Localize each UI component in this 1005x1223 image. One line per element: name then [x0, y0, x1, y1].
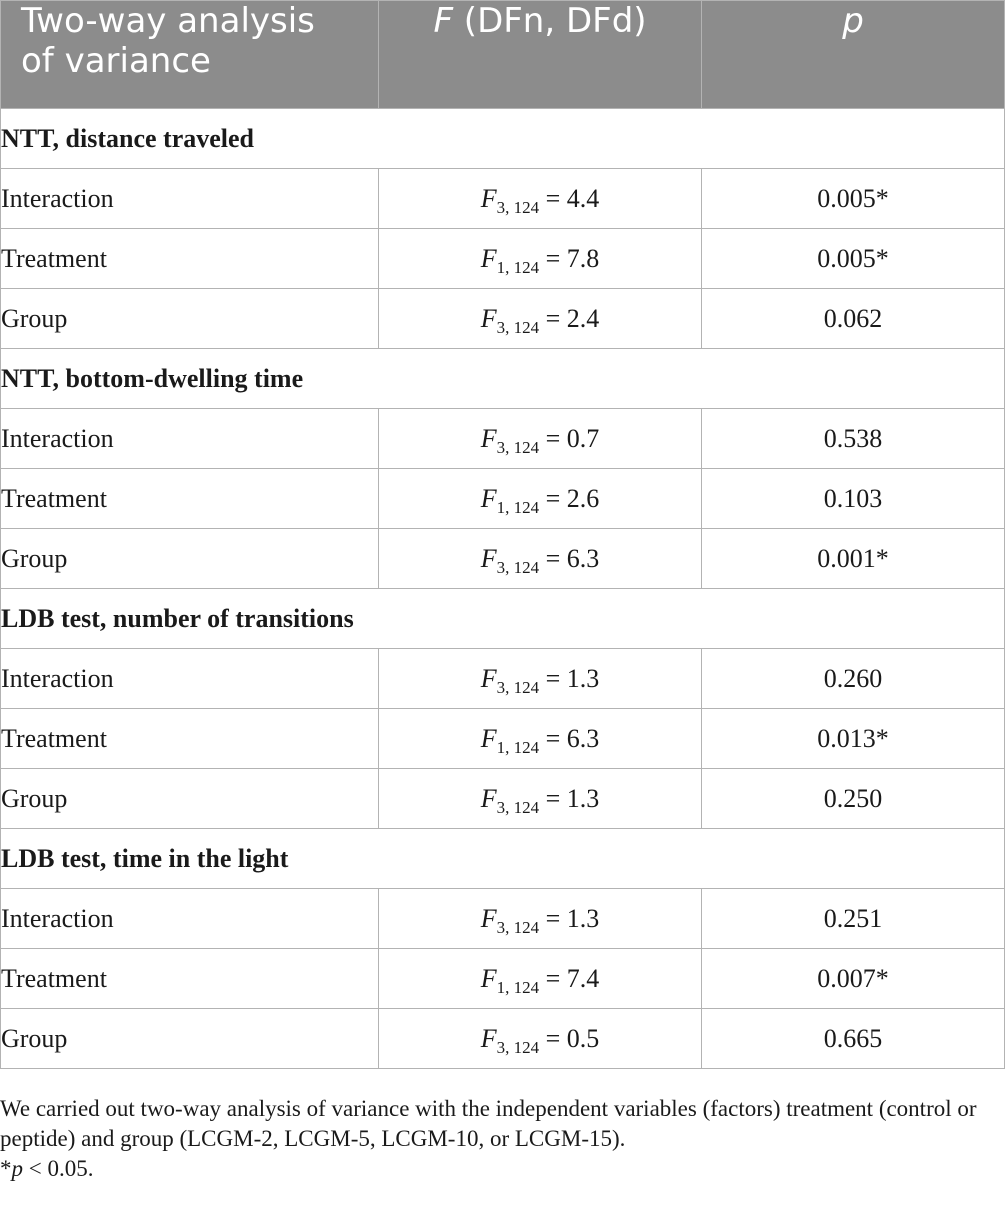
- section-row: [1, 829, 1005, 889]
- f-statistic: [379, 709, 702, 769]
- f-value: = 6.3: [539, 723, 600, 753]
- section-row: [1, 109, 1005, 169]
- table-row: [1, 409, 1005, 469]
- section-title: NTT, distance traveled: [1, 109, 1005, 169]
- f-symbol: F: [480, 663, 497, 693]
- p-value: 0.538: [702, 409, 1005, 469]
- f-symbol: F: [480, 723, 497, 753]
- table-row: [1, 169, 1005, 229]
- table-row: [1, 709, 1005, 769]
- f-symbol: F: [480, 483, 497, 513]
- table-row: [1, 769, 1005, 829]
- f-symbol: F: [480, 903, 497, 933]
- header-p-value: p: [702, 1, 1005, 109]
- row-label: Group: [1, 289, 379, 349]
- f-value: = 7.4: [539, 963, 600, 993]
- p-value: 0.005*: [702, 229, 1005, 289]
- degrees-of-freedom: 1, 124: [496, 737, 540, 757]
- p-value: 0.260: [702, 649, 1005, 709]
- table-row: [1, 469, 1005, 529]
- degrees-of-freedom: 3, 124: [496, 437, 540, 457]
- p-value: 0.013*: [702, 709, 1005, 769]
- footnote-text: We carried out two-way analysis of variance with the independent variables (factors) treatment (control or peptide) and group (LCGM-2, LCGM-5, LCGM-10, or LCGM-15).: [0, 1096, 977, 1151]
- f-statistic: [379, 529, 702, 589]
- f-statistic: [379, 1009, 702, 1069]
- f-statistic: [379, 289, 702, 349]
- row-label: Treatment: [1, 709, 379, 769]
- f-statistic: [379, 949, 702, 1009]
- row-label: Treatment: [1, 949, 379, 1009]
- f-symbol: F: [480, 303, 497, 333]
- p-value: 0.665: [702, 1009, 1005, 1069]
- f-symbol: F: [480, 243, 497, 273]
- p-value: 0.250: [702, 769, 1005, 829]
- f-value: = 0.5: [539, 1023, 600, 1053]
- degrees-of-freedom: 1, 124: [496, 977, 540, 997]
- row-label: Group: [1, 529, 379, 589]
- degrees-of-freedom: 3, 124: [496, 1037, 540, 1057]
- f-statistic: [379, 469, 702, 529]
- f-value: = 6.3: [539, 543, 600, 573]
- f-value: = 2.4: [539, 303, 600, 333]
- f-statistic: [379, 649, 702, 709]
- section-title: NTT, bottom-dwelling time: [1, 349, 1005, 409]
- degrees-of-freedom: 3, 124: [496, 557, 540, 577]
- degrees-of-freedom: 3, 124: [496, 197, 540, 217]
- f-value: = 7.8: [539, 243, 600, 273]
- p-value: 0.007*: [702, 949, 1005, 1009]
- table-footnote: [0, 1094, 1000, 1184]
- header-row: [1, 1, 1005, 109]
- degrees-of-freedom: 3, 124: [496, 917, 540, 937]
- table-row: [1, 229, 1005, 289]
- f-symbol: F: [480, 183, 497, 213]
- table-row: [1, 889, 1005, 949]
- degrees-of-freedom: 3, 124: [496, 317, 540, 337]
- f-value: = 2.6: [539, 483, 600, 513]
- row-label: Group: [1, 769, 379, 829]
- f-value: = 1.3: [539, 783, 600, 813]
- p-value: 0.251: [702, 889, 1005, 949]
- f-value: = 1.3: [539, 903, 600, 933]
- table-row: [1, 289, 1005, 349]
- f-symbol: F: [480, 1023, 497, 1053]
- f-value: = 1.3: [539, 663, 600, 693]
- f-statistic: [379, 169, 702, 229]
- table-row: [1, 649, 1005, 709]
- f-statistic: [379, 769, 702, 829]
- degrees-of-freedom: 3, 124: [496, 677, 540, 697]
- f-statistic: [379, 229, 702, 289]
- p-value: 0.001*: [702, 529, 1005, 589]
- header-f-stat: F (DFn, DFd): [379, 1, 702, 109]
- degrees-of-freedom: 3, 124: [496, 797, 540, 817]
- f-symbol: F: [480, 963, 497, 993]
- row-label: Interaction: [1, 169, 379, 229]
- f-value: = 4.4: [539, 183, 600, 213]
- f-statistic: [379, 889, 702, 949]
- header-analysis: Two-way analysis of variance: [1, 1, 379, 109]
- p-value: 0.005*: [702, 169, 1005, 229]
- table-row: [1, 1009, 1005, 1069]
- f-value: = 0.7: [539, 423, 600, 453]
- table-row: [1, 529, 1005, 589]
- section-title: LDB test, time in the light: [1, 829, 1005, 889]
- row-label: Treatment: [1, 229, 379, 289]
- table-body: [1, 109, 1005, 1069]
- p-value: 0.062: [702, 289, 1005, 349]
- f-symbol: F: [480, 783, 497, 813]
- row-label: Treatment: [1, 469, 379, 529]
- table-row: [1, 949, 1005, 1009]
- f-statistic: [379, 409, 702, 469]
- section-row: [1, 589, 1005, 649]
- row-label: Interaction: [1, 649, 379, 709]
- p-value: 0.103: [702, 469, 1005, 529]
- section-row: [1, 349, 1005, 409]
- row-label: Group: [1, 1009, 379, 1069]
- footnote-significance: *p < 0.05.: [0, 1156, 94, 1181]
- section-title: LDB test, number of transitions: [1, 589, 1005, 649]
- row-label: Interaction: [1, 409, 379, 469]
- degrees-of-freedom: 1, 124: [496, 257, 540, 277]
- f-symbol: F: [480, 543, 497, 573]
- row-label: Interaction: [1, 889, 379, 949]
- degrees-of-freedom: 1, 124: [496, 497, 540, 517]
- f-symbol: F: [480, 423, 497, 453]
